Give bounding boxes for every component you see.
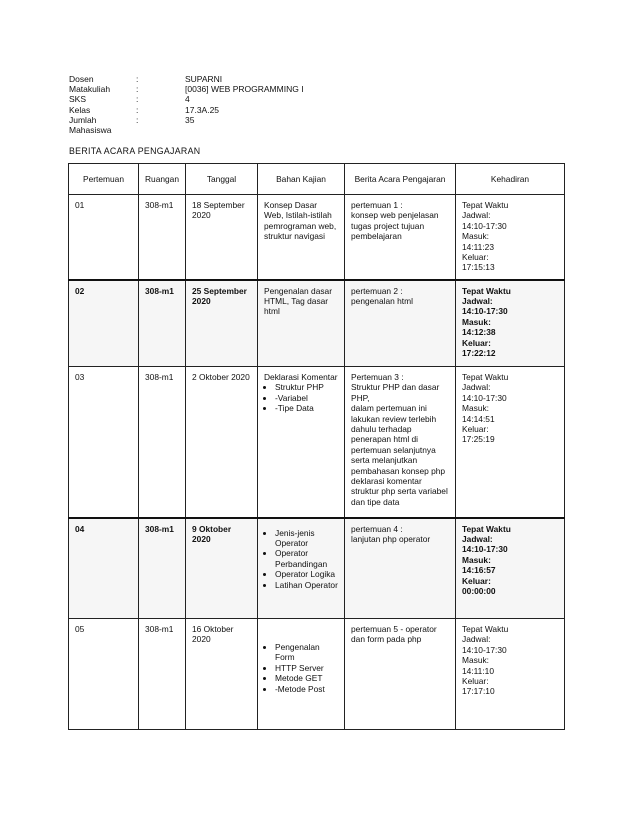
info-value: SUPARNI — [185, 74, 223, 84]
info-colon: : — [136, 114, 139, 125]
info-colon: : — [136, 94, 139, 105]
info-row — [69, 115, 304, 125]
info-value: 35 — [185, 114, 195, 125]
cell-bahan-kajian — [258, 367, 345, 518]
attendance-table — [68, 163, 565, 730]
cell-tanggal: 18 September 2020 — [186, 195, 258, 280]
info-value: 4 — [185, 94, 190, 105]
bahan-item: • Operator Logika — [275, 569, 338, 579]
cell-ruangan: 308-m1 — [139, 195, 186, 280]
cell-berita-acara: Pertemuan 3 : Struktur PHP dan dasar PHP, dalam pertemuan ini lakukan review terlebih dahulu terhadap penerapan html di pertemuan selanjutnya serta melanjutkan pembahasan konsep php deklarasi komentar struktur php serta variabel dan tipe data — [345, 367, 456, 518]
cell-kehadiran: Tepat Waktu Jadwal: 14:10-17:30 Masuk: 14:12:38 Keluar: 17:22:12 — [456, 280, 565, 367]
cell-kehadiran: Tepat Waktu Jadwal: 14:10-17:30 Masuk: 14:16:57 Keluar: 00:00:00 — [456, 518, 565, 619]
table-row — [69, 195, 565, 280]
column-header: Ruangan — [139, 164, 186, 195]
cell-berita-acara: pertemuan 2 : pengenalan html — [345, 280, 456, 367]
info-colon: : — [136, 84, 139, 95]
bahan-item: • Metode GET — [275, 673, 338, 683]
bahan-item: • -Variabel — [275, 393, 338, 403]
info-row — [69, 105, 304, 115]
info-key: Jumlah — [69, 114, 97, 125]
cell-berita-acara: pertemuan 5 - operator dan form pada php — [345, 619, 456, 730]
cell-tanggal: 9 Oktober 2020 — [186, 518, 258, 619]
table-row — [69, 367, 565, 518]
info-value: [0036] WEB PROGRAMMING I — [185, 84, 304, 95]
info-key: Dosen — [69, 74, 94, 84]
cell-berita-acara: pertemuan 1 : konsep web penjelasan tugas project tujuan pembelajaran — [345, 195, 456, 280]
cell-ruangan: 308-m1 — [139, 619, 186, 730]
info-row — [69, 125, 304, 135]
bahan-item: • Pengenalan Form — [275, 642, 338, 663]
column-header: Tanggal — [186, 164, 258, 195]
cell-pertemuan: 02 — [69, 280, 139, 367]
bahan-item: • -Metode Post — [275, 684, 338, 694]
cell-pertemuan: 05 — [69, 619, 139, 730]
cell-bahan-kajian — [258, 280, 345, 367]
cell-kehadiran: Tepat Waktu Jadwal: 14:10-17:30 Masuk: 14:11:10 Keluar: 17:17:10 — [456, 619, 565, 730]
cell-kehadiran: Tepat Waktu Jadwal: 14:10-17:30 Masuk: 14:14:51 Keluar: 17:25:19 — [456, 367, 565, 518]
column-header: Pertemuan — [69, 164, 139, 195]
info-key: Matakuliah — [69, 84, 111, 95]
info-key: Mahasiswa — [69, 125, 112, 136]
bahan-text: Deklarasi Komentar — [264, 372, 338, 382]
cell-tanggal: 25 September 2020 — [186, 280, 258, 367]
cell-ruangan: 308-m1 — [139, 280, 186, 367]
bahan-list — [264, 642, 338, 694]
cell-ruangan: 308-m1 — [139, 367, 186, 518]
bahan-item: • Latihan Operator — [275, 580, 338, 590]
cell-pertemuan: 01 — [69, 195, 139, 280]
section-title: BERITA ACARA PENGAJARAN — [69, 146, 201, 156]
info-key: Kelas — [69, 104, 91, 115]
cell-bahan-kajian — [258, 518, 345, 619]
info-value: 17.3A.25 — [185, 104, 220, 115]
bahan-item: • HTTP Server — [275, 663, 338, 673]
bahan-list — [264, 528, 338, 590]
info-colon — [136, 125, 185, 135]
table-row — [69, 280, 565, 367]
cell-pertemuan: 04 — [69, 518, 139, 619]
info-row — [69, 94, 304, 104]
info-row — [69, 74, 304, 84]
table-row — [69, 619, 565, 730]
course-info — [69, 74, 304, 135]
bahan-item: • Jenis-jenis Operator — [275, 528, 338, 549]
bahan-item: • Struktur PHP — [275, 382, 338, 392]
column-header: Berita Acara Pengajaran — [345, 164, 456, 195]
cell-tanggal: 16 Oktober 2020 — [186, 619, 258, 730]
info-key: SKS — [69, 94, 87, 105]
bahan-text: Konsep Dasar Web, Istilah-istilah pemrograman web, struktur navigasi — [264, 200, 337, 242]
column-header: Kehadiran — [456, 164, 565, 195]
bahan-item: • Operator Perbandingan — [275, 548, 338, 569]
table-row — [69, 518, 565, 619]
bahan-list — [264, 382, 338, 413]
table-header-row — [69, 164, 565, 195]
cell-bahan-kajian — [258, 619, 345, 730]
cell-kehadiran: Tepat Waktu Jadwal: 14:10-17:30 Masuk: 14:11:23 Keluar: 17:15:13 — [456, 195, 565, 280]
cell-berita-acara: pertemuan 4 : lanjutan php operator — [345, 518, 456, 619]
cell-tanggal: 2 Oktober 2020 — [186, 367, 258, 518]
cell-pertemuan: 03 — [69, 367, 139, 518]
cell-ruangan: 308-m1 — [139, 518, 186, 619]
info-row — [69, 84, 304, 94]
column-header: Bahan Kajian — [258, 164, 345, 195]
bahan-text: Pengenalan dasar HTML, Tag dasar html — [264, 285, 332, 317]
info-colon: : — [136, 74, 139, 84]
cell-bahan-kajian — [258, 195, 345, 280]
bahan-item: • -Tipe Data — [275, 403, 338, 413]
info-colon: : — [136, 104, 139, 115]
